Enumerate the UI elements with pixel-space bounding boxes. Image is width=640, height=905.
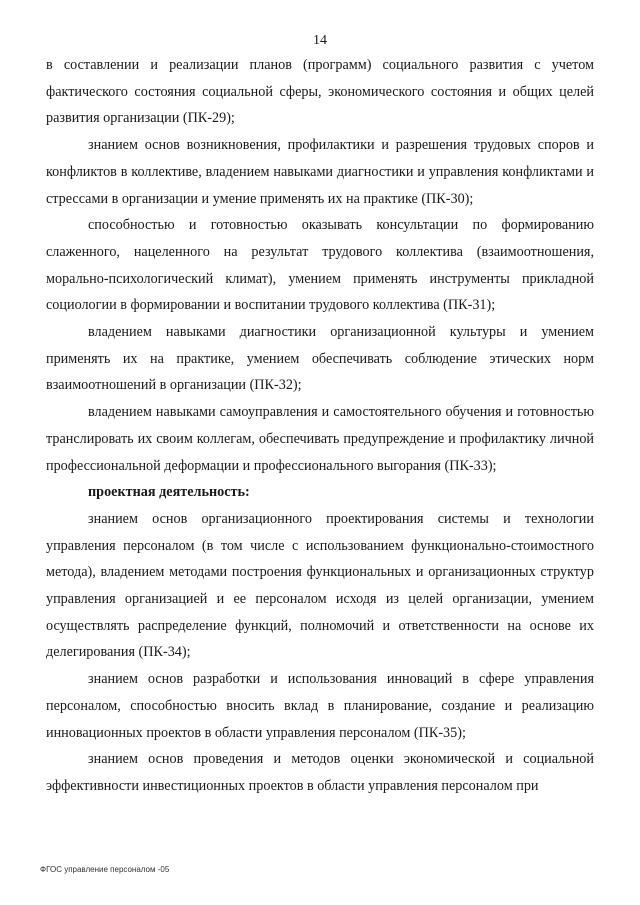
paragraph-pk-29: в составлении и реализации планов (программ) социального развития с учетом фактического состояния социальной сферы, экономического состояния и общих целей развития организации (ПК-29); [46, 57, 594, 127]
page-number: 14 [313, 33, 327, 48]
footer-text: ФГОС управление персоналом -05 [40, 865, 170, 874]
paragraph-pk-36: знанием основ проведения и методов оценки экономической и социальной эффективности инвестиционных проектов в области управления персоналом при [46, 751, 594, 794]
paragraph-pk-35: знанием основ разработки и использования инноваций в сфере управления персоналом, способностью вносить вклад в планирование, создание и реализацию инновационных проектов в области управления персоналом (ПК-35); [46, 671, 594, 741]
paragraph-pk-31: способностью и готовностью оказывать консультации по формированию слаженного, нацеленного на результат трудового коллектива (взаимоотношения, морально-психологический климат), умением применять инструменты прикладной социологии в формировании и воспитании трудового коллектива (ПК-31); [46, 217, 594, 314]
paragraph-pk-34: знанием основ организационного проектирования системы и технологии управления персоналом (в том числе с использованием функционально-стоимостного метода), владением методами построения функциональных и организационных структур управления организацией и ее персоналом исходя из целей организации, умением осуществлять распределение функций, полномочий и ответственности на основе их делегирования (ПК-34); [46, 510, 594, 661]
document-body [46, 52, 594, 800]
paragraph-pk-30: знанием основ возникновения, профилактики и разрешения трудовых споров и конфликтов в коллективе, владением навыками диагностики и управления конфликтами и стрессами в организации и умение применять их на практике (ПК-30); [46, 137, 594, 207]
section-heading: проектная деятельность: [88, 484, 250, 501]
paragraph-pk-32: владением навыками диагностики организационной культуры и умением применять их на практике, умением обеспечивать соблюдение этических норм взаимоотношений в организации (ПК-32); [46, 324, 594, 394]
paragraph-pk-33: владением навыками самоуправления и самостоятельного обучения и готовностью транслировать их своим коллегам, обеспечивать предупреждение и профилактику личной профессиональной деформации и профессионального выгорания (ПК-33); [46, 404, 594, 474]
